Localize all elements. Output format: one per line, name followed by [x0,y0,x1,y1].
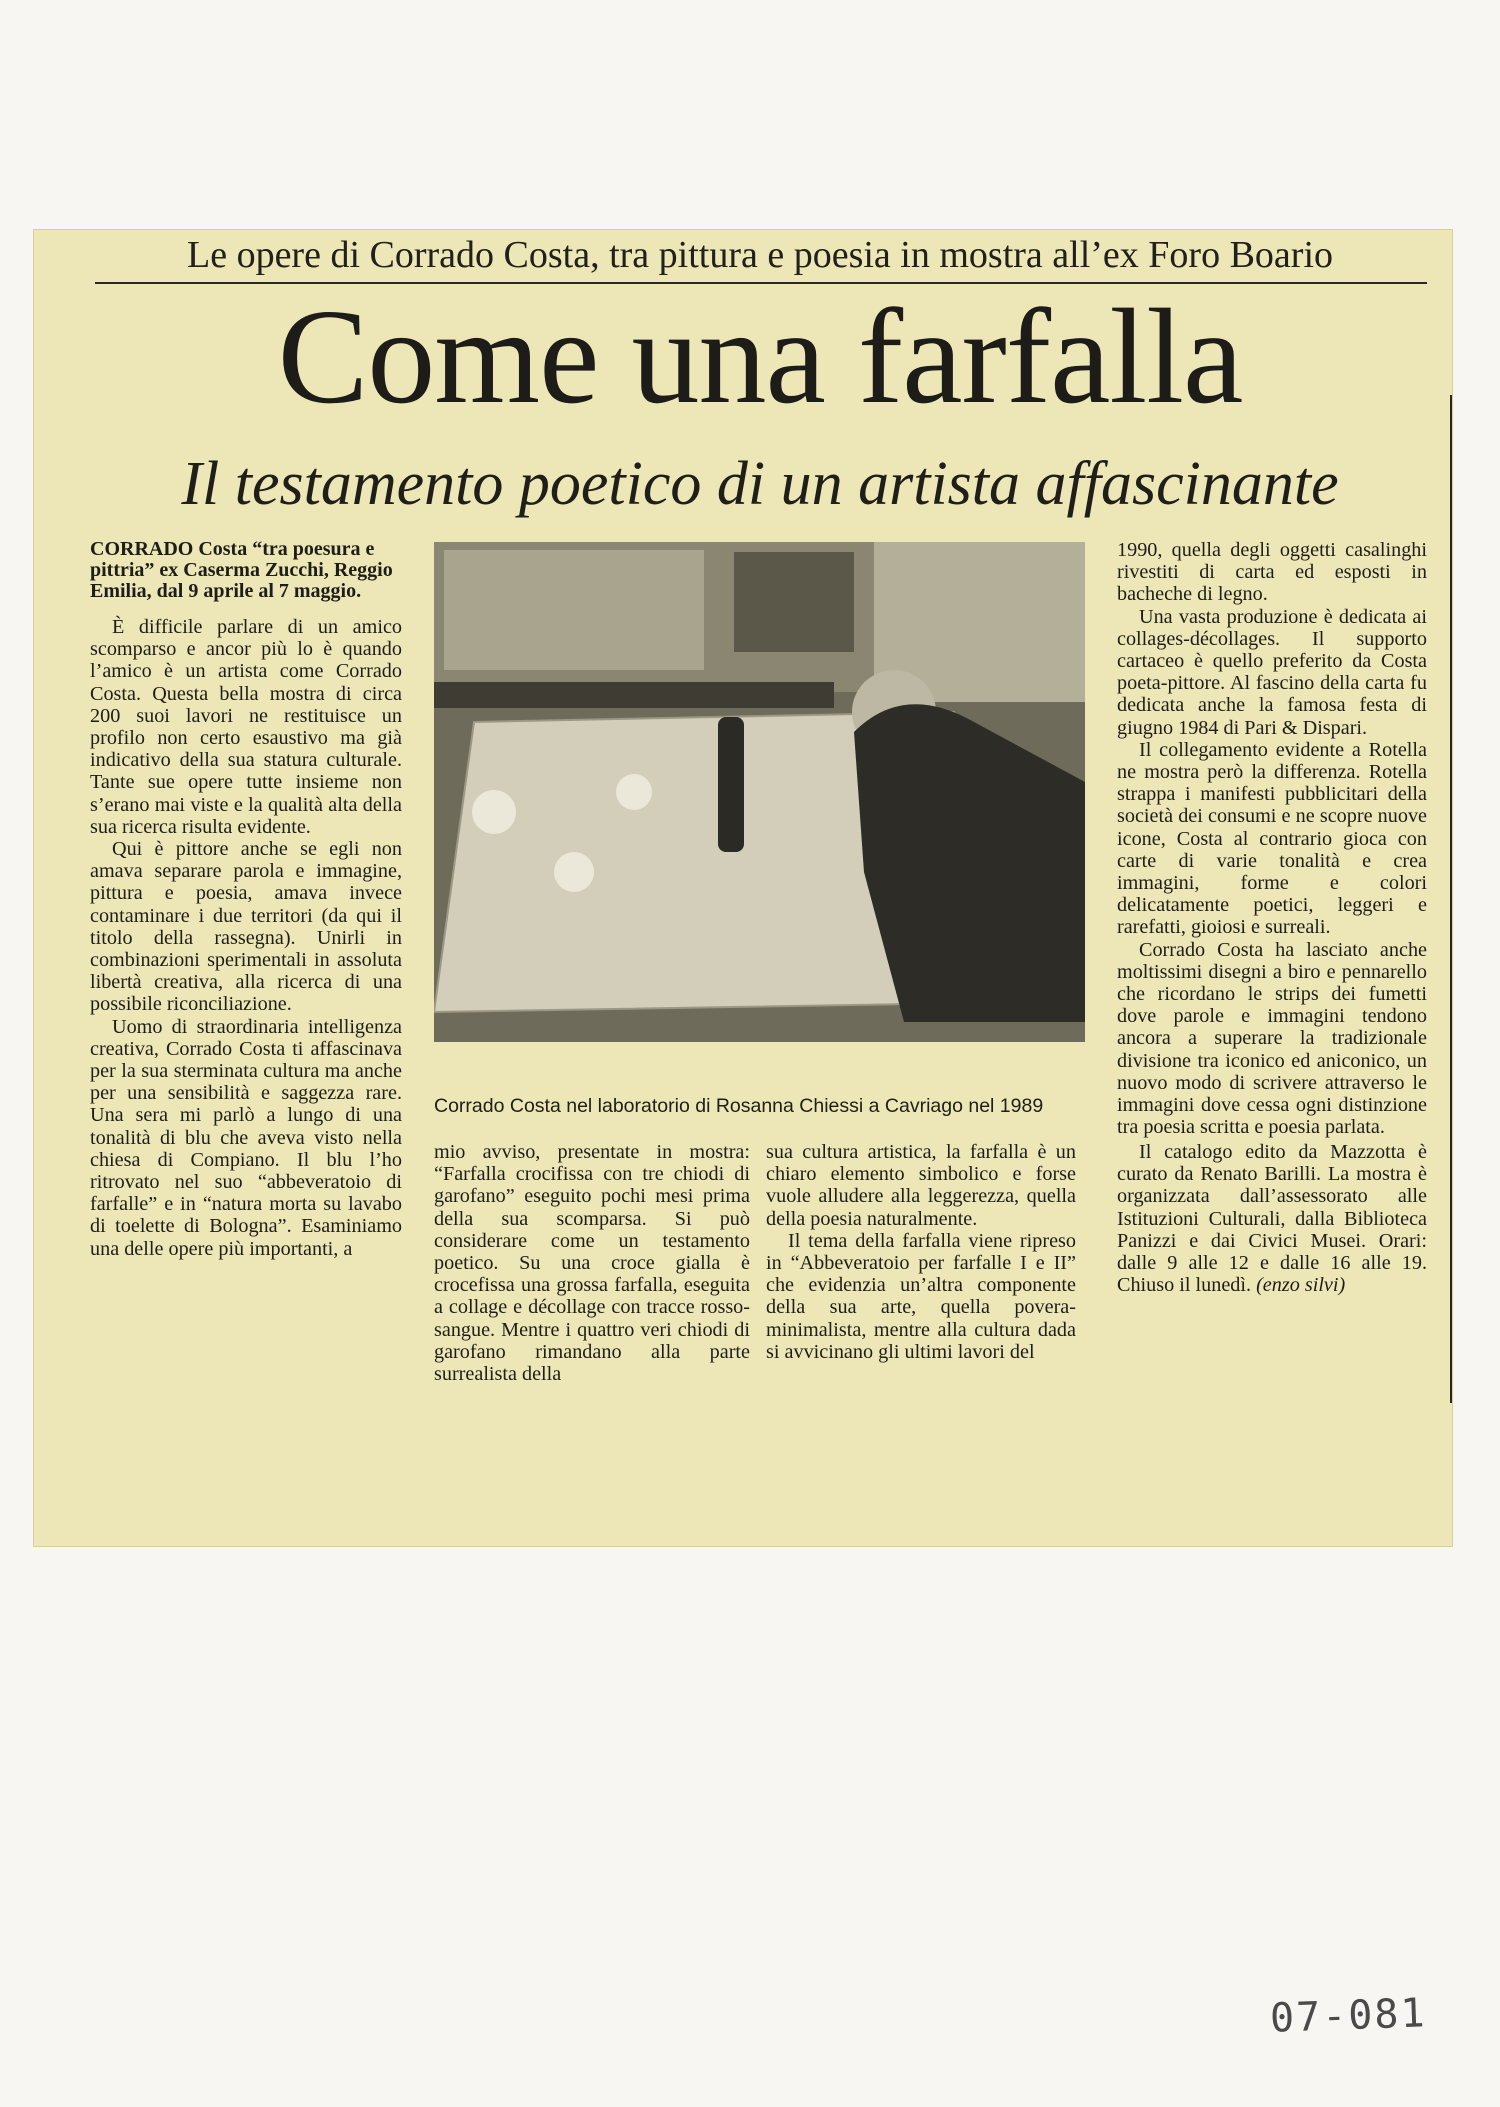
article-kicker: Le opere di Corrado Costa, tra pittura e poesia in mostra all’ex Foro Boario [186,234,1333,276]
article-photo [434,542,1085,1042]
paragraph: Corrado Costa ha lasciato anche moltissimi disegni a biro e pennarello che ricordano le strips dei fumetti dove parole e immagini tendono ancora a superare la tradizionale divisione tra iconico ed aniconico, un nuovo modo di scrivere attraverso le immagini dove cessa ogni distinzione tra poesia scritta e poesia parlata. [1117,938,1427,1139]
article-headline: Come una farfalla [277,282,1243,432]
paragraph: sua cultura artistica, la farfalla è un chiaro elemento simbolico e forse vuole alludere alla leggerezza, quella della poesia naturalmente. [766,1141,1076,1230]
paragraph: Qui è pittore anche se egli non amava separare parola e immagine, pittura e poesia, amava invece contaminare i due territori (da qui il titolo della rassegna). Unirli in combinazioni sperimentali in assoluta libertà creativa, alla ricerca di una possibile riconciliazione. [90,838,402,1016]
paragraph: mio avviso, presentate in mostra: “Farfalla crocifissa con tre chiodi di garofano” eseguito pochi mesi prima della sua scomparsa. Si può considerare come un testamento poetico. Su una croce gialla è crocefissa una grossa farfalla, eseguita a collage e décollage con tracce rosso-sangue. Mentre i quattro veri chiodi di garofano rimandano alla parte surrealista della [434,1141,750,1386]
article-column-2 [434,1141,750,1385]
closing-paragraph: Il catalogo edito da Mazzotta è curato da Renato Barilli. La mostra è organizzata dall’assessorato alle Istituzioni Culturali, dalla Biblioteca Panizzi e dai Civici Musei. Orari: dalle 9 alle 12 e dalle 16 alle 19. Chiuso il lunedì. [1117,1141,1427,1297]
paragraph: È difficile parlare di un amico scomparso e ancor più lo è quando l’amico è un artista come Corrado Costa. Questa bella mostra di circa 200 suoi lavori ne restituisce un profilo non certo esaustivo ma già indicativo della sua statura culturale. Tante sue opere tutte insieme non s’erano mai viste e la qualità alta della sua ricerca risulta evidente. [90,616,402,838]
photo-caption: Corrado Costa nel laboratorio di Rosanna Chiessi a Cavriago nel 1989 [434,1095,1044,1117]
article-subhead: Il testamento poetico di un artista affascinante [181,450,1339,518]
paragraph: 1990, quella degli oggetti casalinghi rivestiti di carta ed esposti in bacheche di legno. [1117,539,1427,606]
column-border [1450,395,1452,1403]
paragraph [1117,1141,1427,1296]
paragraph: Uomo di straordinaria intelligenza creativa, Corrado Costa ti affascinava per la sua sterminata cultura ma anche per una sensibilità e saggezza rare. Una sera mi parlò a lungo di una tonalità di blu che aveva visto nella chiesa di Compiano. Il blu l’ho ritrovato nel suo “abbeveratoio di farfalle” e in “natura morta su lavabo di toelette di Bologna”. Esaminiamo una delle opere più importanti, a [90,1015,402,1260]
paragraph: Una vasta produzione è dedicata ai collages-décollages. Il supporto cartaceo è quello preferito da Costa poeta-pittore. Al fascino della carta fu dedicata anche la famosa festa di giugno 1984 di Pari & Dispari. [1117,605,1427,739]
article-lead: CORRADO Costa “tra poesura e pittria” ex Caserma Zucchi, Reggio Emilia, dal 9 aprile al 7 maggio. [90,538,393,602]
paragraph: Il tema della farfalla viene ripreso in “Abbeveratoio per farfalle I e II” che evidenzia un’altra componente della sua arte, quella povera-minimalista, mentre alla cultura dada si avvicinano gli ultimi lavori del [766,1229,1076,1363]
article-column-4-bottom [1117,1141,1427,1296]
photo-image [434,542,1085,1042]
article-column-3 [766,1141,1076,1363]
article-column-1 [90,539,402,1260]
article-column-4-top [1117,539,1427,1138]
filing-code: 07-081 [1269,1990,1428,2042]
author-signature: (enzo silvi) [1256,1274,1346,1297]
paragraph: Il collegamento evidente a Rotella ne mostra però la differenza. Rotella strappa i manifesti pubblicitari della società dei consumi e ne scopre nuove icone, Costa al contrario gioca con carte di varie tonalità e crea immagini, forme e colori delicatamente poetici, leggeri e rarefatti, gioiosi e surreali. [1117,738,1427,939]
